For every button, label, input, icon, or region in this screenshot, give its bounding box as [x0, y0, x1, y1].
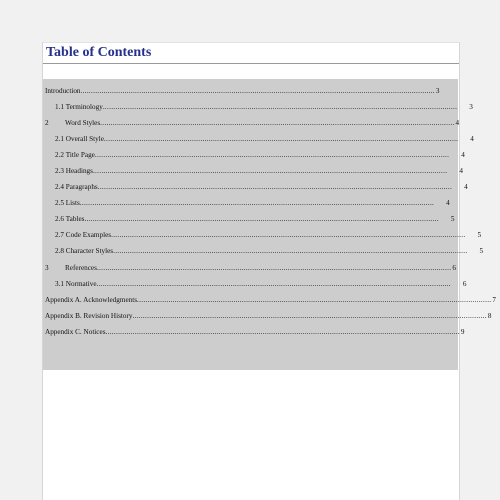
toc-field[interactable]	[43, 79, 496, 370]
dot-leader: .........................................................................................................................................................................	[103, 135, 459, 144]
toc-entry-label: Code Examples	[65, 231, 112, 240]
toc-entry-number: 2.4	[55, 183, 64, 192]
toc-entry-page: 3	[435, 87, 440, 95]
toc-entry-page: 6	[462, 279, 467, 288]
dot-leader: .........................................................................................................................................................................	[137, 295, 492, 304]
toc-list	[43, 79, 496, 340]
dot-leader: .........................................................................................................................................................................	[79, 199, 435, 208]
dot-leader: .........................................................................................................................................................................	[84, 215, 439, 224]
toc-entry-number: 2.2	[55, 151, 64, 160]
toc-entry-label: Paragraphs	[65, 183, 98, 192]
toc-entry-number: 2.8	[55, 247, 64, 256]
dot-leader: .........................................................................................................................................................................	[102, 103, 458, 112]
toc-entry-page: 3	[469, 103, 473, 112]
toc-entry-number: 1.1	[55, 103, 64, 112]
dot-leader: .........................................................................................................................................................................	[111, 231, 466, 240]
toc-entry-number: 3.1	[55, 279, 64, 288]
toc-entry-page: 5	[477, 231, 482, 240]
toc-entry-appendix-a[interactable]	[43, 292, 496, 308]
toc-entry-label: Introduction	[45, 87, 81, 95]
toc-entry-page: 5	[479, 247, 484, 256]
blank-line	[43, 64, 459, 80]
dot-leader: .........................................................................................................................................................................	[92, 167, 448, 176]
toc-entry-page: 9	[460, 327, 465, 336]
dot-leader: .........................................................................................................................................................................	[97, 183, 453, 192]
toc-entry-page: 4	[464, 183, 468, 192]
toc-entry-label: Word Styles	[65, 119, 101, 128]
toc-entry-label: Tables	[65, 215, 85, 224]
toc-entry-page: 8	[487, 311, 492, 320]
toc-entry-number: 2.5	[55, 199, 64, 208]
toc-entry-page: 4	[455, 119, 460, 128]
toc-entry-number: 2.3	[55, 167, 64, 176]
toc-entry-page: 4	[470, 135, 474, 144]
toc-entry-page: 4	[461, 151, 465, 160]
toc-entry-number: 3	[45, 263, 49, 272]
toc-entry-introduction[interactable]	[43, 83, 440, 99]
dot-leader: .........................................................................................................................................................................	[105, 327, 460, 336]
toc-entry-label: Appendix A. Acknowledgments	[45, 295, 138, 304]
toc-entry-terminology[interactable]	[43, 99, 473, 115]
toc-entry-page: 4	[459, 167, 463, 176]
toc-entry-label: Lists	[65, 199, 80, 208]
toc-entry-tables[interactable]	[43, 211, 455, 227]
toc-entry-word-styles[interactable]	[43, 115, 460, 131]
dot-leader: .........................................................................................................................................................................	[80, 87, 435, 95]
toc-entry-label: Title Page	[65, 151, 95, 160]
toc-entry-appendix-b[interactable]	[43, 308, 492, 324]
toc-entry-number: 2.1	[55, 135, 64, 144]
document-page	[42, 42, 496, 500]
dot-leader: .........................................................................................................................................................................	[96, 263, 452, 272]
toc-entry-title-page[interactable]	[43, 147, 465, 163]
toc-entry-references[interactable]	[43, 260, 456, 276]
toc-entry-normative[interactable]	[43, 276, 467, 292]
dot-leader: .........................................................................................................................................................................	[132, 311, 487, 320]
toc-entry-label: Appendix B. Revision History	[45, 311, 133, 320]
dot-leader: .........................................................................................................................................................................	[100, 119, 455, 128]
dot-leader: .........................................................................................................................................................................	[94, 151, 450, 160]
toc-entry-number: 2	[45, 119, 49, 128]
toc-entry-label: Terminology	[65, 103, 103, 112]
toc-entry-page: 4	[446, 199, 450, 208]
dot-leader: .........................................................................................................................................................................	[113, 247, 468, 256]
toc-heading: Table of Contents	[46, 45, 152, 60]
toc-entry-overall-style[interactable]	[43, 131, 474, 147]
toc-entry-label: Headings	[65, 167, 93, 176]
dot-leader: .........................................................................................................................................................................	[96, 279, 451, 288]
toc-entry-page: 5	[450, 215, 455, 224]
toc-entry-label: Appendix C. Notices	[45, 327, 106, 336]
toc-entry-character-styles[interactable]	[43, 243, 484, 259]
toc-entry-page: 6	[452, 263, 456, 272]
toc-entry-appendix-c[interactable]	[43, 324, 465, 340]
toc-entry-lists[interactable]	[43, 195, 450, 211]
toc-entry-headings[interactable]	[43, 163, 463, 179]
toc-entry-label: References	[65, 263, 97, 272]
toc-entry-code-examples[interactable]	[43, 227, 482, 243]
toc-entry-label: Normative	[65, 279, 97, 288]
toc-entry-label: Character Styles	[65, 247, 114, 256]
toc-entry-label: Overall Style	[65, 135, 104, 144]
toc-entry-number: 2.7	[55, 231, 64, 240]
toc-entry-page: 7	[492, 295, 496, 304]
toc-entry-paragraphs[interactable]	[43, 179, 468, 195]
toc-entry-number: 2.6	[55, 215, 64, 224]
